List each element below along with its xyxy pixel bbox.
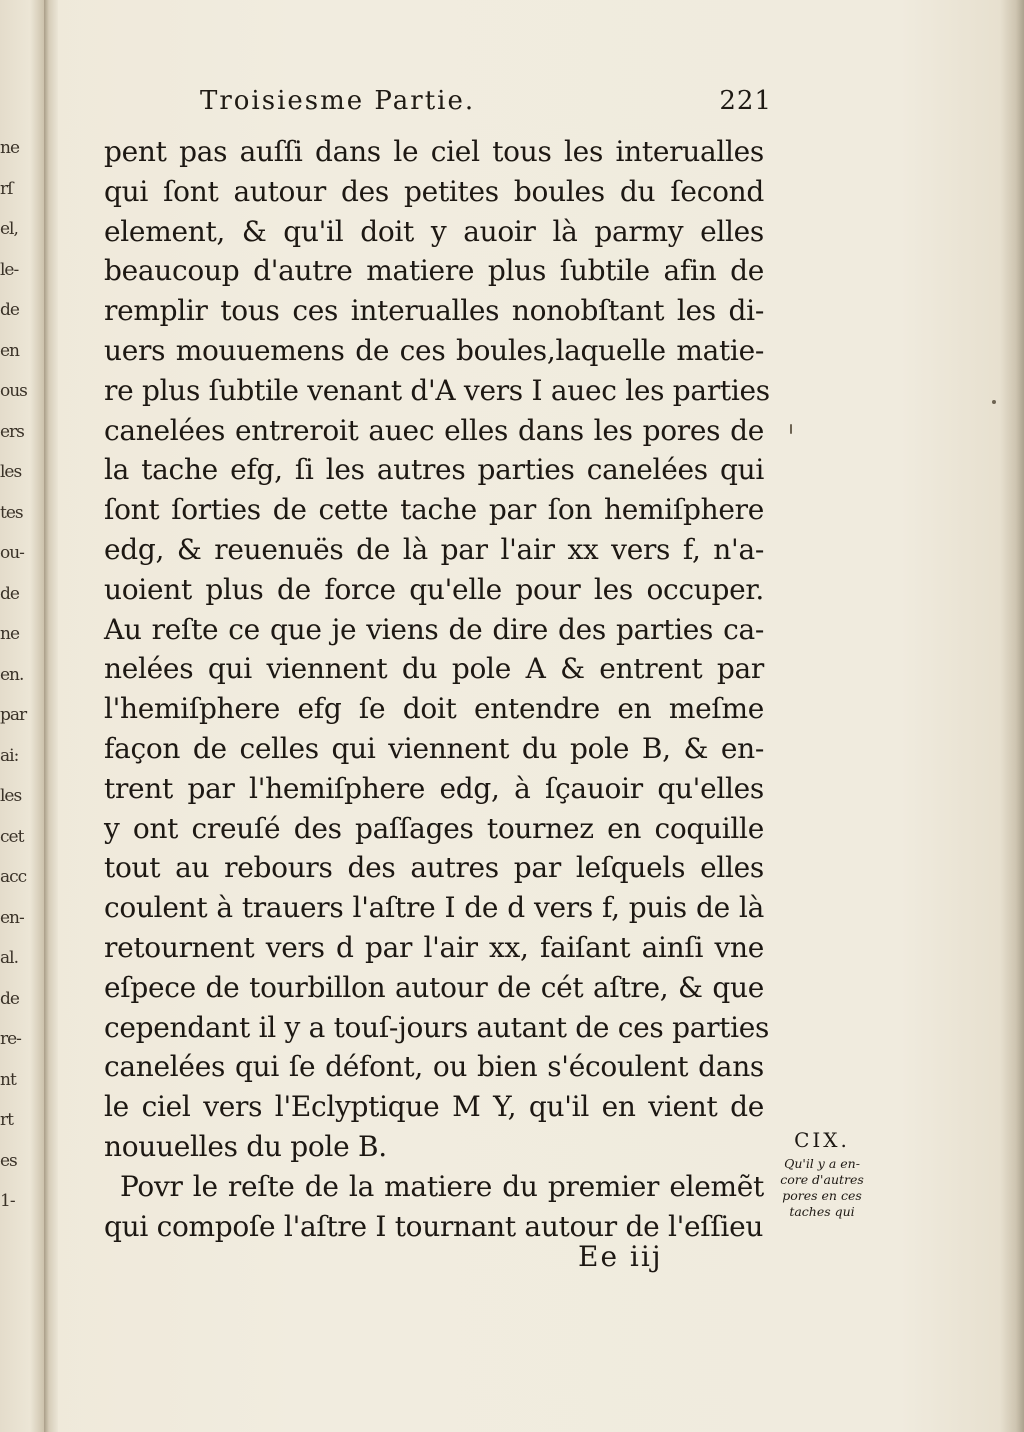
- paper-speck: [992, 400, 996, 404]
- text-line: remplir tous ces interualles nonobſtant les di-: [104, 294, 764, 328]
- facing-page-fragment: ne: [0, 624, 20, 644]
- text-line: trent par l'hemiſphere edg, à ſçauoir qu'elles: [104, 771, 764, 805]
- facing-page-fragment: al.: [0, 948, 18, 968]
- facing-page-fragment: par: [0, 705, 27, 725]
- facing-page-fragment: tes: [0, 502, 23, 523]
- running-header-title: Troisiesme Partie.: [200, 86, 476, 116]
- facing-page-fragment: en-: [0, 907, 24, 928]
- facing-page-fragment: acc: [0, 867, 27, 887]
- facing-page-fragment: en.: [0, 664, 24, 685]
- facing-page-text-fragments: [0, 128, 27, 1222]
- facing-page-fragment: rſ: [0, 178, 13, 199]
- facing-page-fragment: le-: [0, 259, 19, 280]
- text-line: façon de celles qui viennent du pole B, & en-: [104, 731, 764, 765]
- facing-page-fragment: les: [0, 462, 22, 482]
- text-line: element, & qu'il doit y auoir là parmy elles: [104, 214, 764, 248]
- text-line: coulent à trauers l'aſtre I de d vers f, puis de là: [104, 891, 764, 925]
- page-number: 221: [719, 86, 772, 116]
- margin-note: [772, 1128, 872, 1220]
- facing-page-fragment: 1-: [0, 1191, 15, 1211]
- facing-page-fragment: ai:: [0, 745, 19, 766]
- text-line: qui compoſe l'aſtre I tournant autour de l'eſſieu: [104, 1209, 764, 1243]
- facing-page-fragment: ous: [0, 381, 27, 401]
- facing-page-fragment: ne: [0, 138, 20, 158]
- text-line: uoient plus de force qu'elle pour les occuper.: [104, 572, 764, 606]
- text-line: tout au rebours des autres par leſquels elles: [104, 851, 764, 885]
- text-line: qui ſont autour des petites boules du ſecond: [104, 174, 764, 208]
- text-line: le ciel vers l'Eclyptique M Y, qu'il en vient de: [104, 1090, 764, 1124]
- facing-page-fragment: de: [0, 583, 19, 604]
- facing-page-fragment: re-: [0, 1029, 21, 1049]
- margin-note-number: CIX.: [794, 1128, 850, 1152]
- text-line: uers mouuemens de ces boules,laquelle matie-: [104, 333, 764, 367]
- paper-speck: [790, 424, 792, 434]
- text-line: Au reſte ce que je viens de dire des parties ca-: [104, 612, 764, 646]
- signature-mark: Ee iij: [578, 1240, 663, 1273]
- facing-page-fragment: les: [0, 786, 22, 806]
- facing-page-fragment: es: [0, 1150, 17, 1171]
- text-line: canelées qui ſe défont, ou bien s'écoulent dans: [104, 1050, 764, 1084]
- text-line: cependant il y a touſ-jours autant de ces parties: [104, 1010, 770, 1044]
- facing-page-fragment: de: [0, 300, 19, 320]
- facing-page-fragment: cet: [0, 826, 24, 847]
- facing-page-fragment: rt: [0, 1110, 13, 1130]
- facing-page-fragment: de: [0, 988, 19, 1009]
- facing-page-fragment: nt: [0, 1069, 16, 1090]
- text-line: ſont ſorties de cette tache par ſon hemiſphere: [104, 493, 764, 527]
- text-line: pent pas auſſi dans le ciel tous les interualles: [104, 135, 764, 168]
- margin-note-text: Qu'il y a en-core d'autres pores en ces taches qui: [780, 1156, 864, 1219]
- text-line: nelées qui viennent du pole A & entrent par: [104, 652, 764, 686]
- text-line: l'hemiſphere efg ſe doit entendre en meſme: [104, 692, 764, 726]
- text-line: beaucoup d'autre matiere plus ſubtile afin de: [104, 254, 764, 288]
- text-line: edg, & reuenuës de là par l'air xx vers f, n'a-: [104, 532, 764, 566]
- running-header: [200, 86, 772, 126]
- book-gutter: [44, 0, 58, 1432]
- text-line: retournent vers d par l'air xx, faiſant ainſi vne: [104, 930, 764, 964]
- text-line: y ont creuſé des paſſages tournez en coquille: [104, 811, 764, 845]
- text-line: nouuelles du pole B.: [104, 1129, 387, 1163]
- facing-page-fragment: ers: [0, 421, 24, 442]
- main-text-block: [104, 132, 770, 1246]
- page-edge-shadow: [1000, 0, 1024, 1432]
- text-line: canelées entreroit auec elles dans les pores de: [104, 413, 764, 447]
- text-line: eſpece de tourbillon autour de cét aſtre, & que: [104, 970, 764, 1004]
- text-line: la tache efg, ſi les autres parties canelées qui: [104, 453, 764, 487]
- facing-page-fragment: el,: [0, 219, 18, 239]
- facing-page-fragment: ou-: [0, 543, 24, 563]
- facing-page-fragment: en: [0, 340, 20, 361]
- text-line: Povr le reſte de la matiere du premier elemẽt: [120, 1169, 764, 1203]
- text-line: re plus ſubtile venant d'A vers I auec les parties: [104, 373, 770, 407]
